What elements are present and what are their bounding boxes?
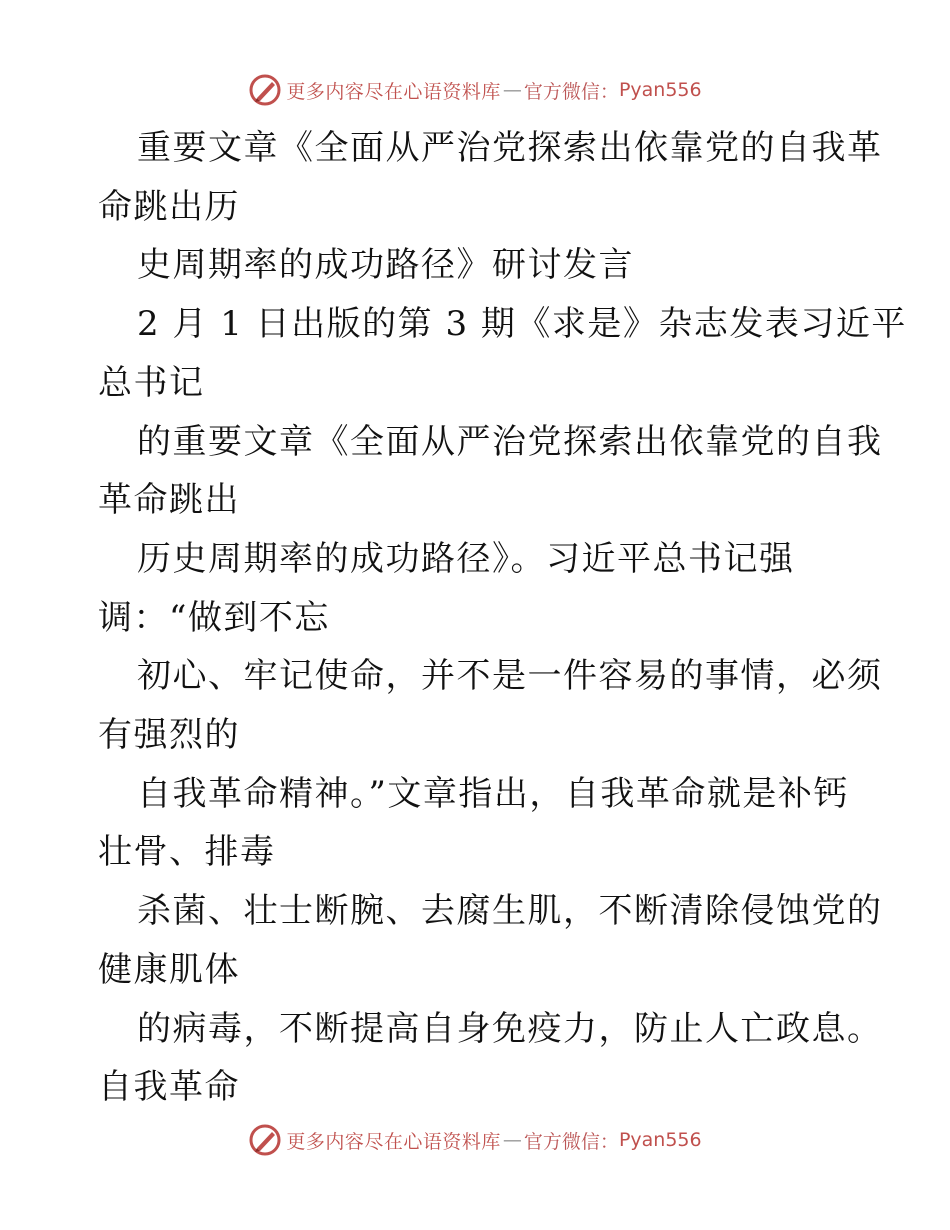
paragraph-line: 史周期率的成功路径》研讨发言 [137, 245, 634, 285]
paragraph-continuation-line: 自我革命 [98, 1067, 240, 1107]
paragraph-continuation-line: 调：“做到不忘 [98, 598, 330, 638]
paragraph-continuation-line: 有强烈的 [98, 715, 240, 755]
paragraph-line: 历史周期率的成功路径》。习近平总书记强 [137, 539, 795, 579]
watermark-separator: — [502, 79, 522, 101]
paragraph-continuation-line: 革命跳出 [98, 480, 240, 520]
watermark-label: 官方微信： [523, 80, 619, 103]
paragraph-line: 初心、牢记使命，并不是一件容易的事情，必须 [137, 656, 883, 696]
watermark-separator: — [502, 1129, 522, 1151]
pen-logo-icon [248, 1123, 282, 1157]
paragraph-line: 重要文章《全面从严治党探索出依靠党的自我革 [137, 128, 883, 168]
paragraph-continuation-line: 壮骨、排毒 [98, 832, 276, 872]
watermark-wechat-id: Pyan556 [618, 1129, 702, 1151]
watermark-wechat-id: Pyan556 [618, 79, 702, 101]
paragraph-line: 的重要文章《全面从严治党探索出依靠党的自我 [137, 422, 883, 462]
paragraph-continuation-line: 健康肌体 [98, 950, 240, 990]
paragraph-continuation-line: 总书记 [98, 363, 205, 403]
watermark-text: 更多内容尽在心语资料库 [286, 1130, 501, 1153]
paragraph-continuation-line: 命跳出历 [98, 187, 240, 227]
paragraph-line: 自我革命精神。”文章指出，自我革命就是补钙 [137, 774, 849, 814]
paragraph-line: 2 月 1 日出版的第 3 期《求是》杂志发表习近平 [137, 304, 907, 344]
watermark-label: 官方微信： [523, 1130, 619, 1153]
footer-watermark [0, 1120, 950, 1160]
paragraph-line: 杀菌、壮士断腕、去腐生肌，不断清除侵蚀党的 [137, 891, 883, 931]
watermark-text: 更多内容尽在心语资料库 [286, 80, 501, 103]
paragraph-line: 的病毒，不断提高自身免疫力，防止人亡政息。 [137, 1009, 883, 1049]
pen-logo-icon [248, 73, 282, 107]
header-watermark [0, 70, 950, 110]
